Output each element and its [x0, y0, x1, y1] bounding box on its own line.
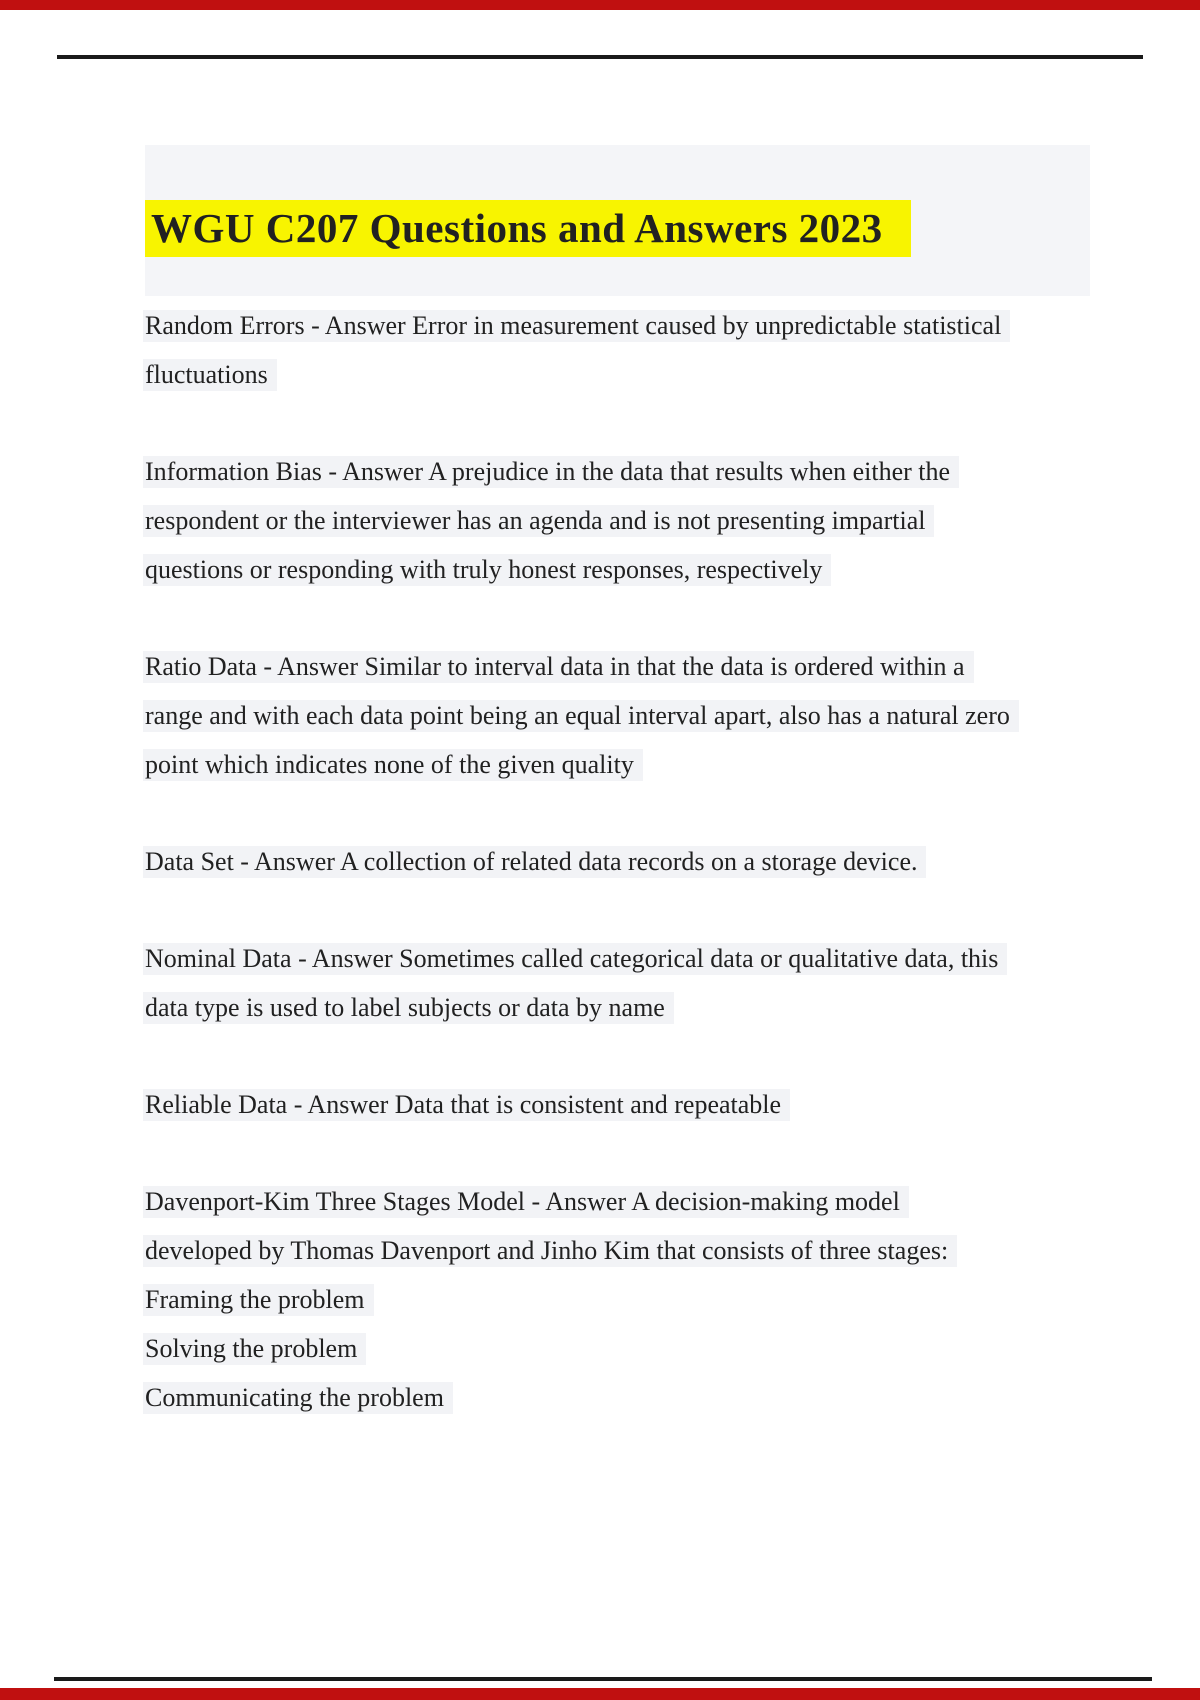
- qa-line: [145, 691, 1145, 740]
- page-bottom-red-bar: [0, 1688, 1200, 1700]
- qa-line: [145, 350, 1145, 399]
- qa-line: [145, 1177, 1145, 1226]
- qa-line: [145, 545, 1145, 594]
- qa-line: [145, 1373, 1145, 1422]
- title-block: [145, 145, 1090, 296]
- qa-paragraph: [145, 934, 1145, 1032]
- qa-line: [145, 1226, 1145, 1275]
- qa-line-text: Solving the problem: [143, 1333, 366, 1365]
- qa-line-text: Nominal Data - Answer Sometimes called categorical data or qualitative data, this: [143, 943, 1007, 975]
- qa-paragraph: [145, 837, 1145, 886]
- qa-line-text: Framing the problem: [143, 1284, 374, 1316]
- qa-line-text: Davenport-Kim Three Stages Model - Answer A decision-making model: [143, 1186, 909, 1218]
- qa-line: [145, 642, 1145, 691]
- qa-line-text: Communicating the problem: [143, 1382, 453, 1414]
- qa-line: [145, 837, 1145, 886]
- qa-list: [145, 301, 1145, 1422]
- document-title: [145, 200, 911, 257]
- qa-line-text: Ratio Data - Answer Similar to interval data in that the data is ordered within a: [143, 651, 974, 683]
- qa-line-text: Data Set - Answer A collection of related data records on a storage device.: [143, 846, 926, 878]
- qa-line-text: data type is used to label subjects or data by name: [143, 992, 674, 1024]
- qa-line-text: questions or responding with truly honest responses, respectively: [143, 554, 831, 586]
- qa-line-text: respondent or the interviewer has an agenda and is not presenting impartial: [143, 505, 934, 537]
- qa-paragraph: [145, 301, 1145, 399]
- qa-line-text: Information Bias - Answer A prejudice in the data that results when either the: [143, 456, 959, 488]
- qa-paragraph: [145, 642, 1145, 789]
- qa-paragraph: [145, 1177, 1145, 1422]
- qa-line-text: point which indicates none of the given quality: [143, 749, 643, 781]
- qa-line: [145, 447, 1145, 496]
- qa-line-text: Random Errors - Answer Error in measurement caused by unpredictable statistical: [143, 310, 1010, 342]
- qa-line: [145, 1324, 1145, 1373]
- qa-line-text: range and with each data point being an equal interval apart, also has a natural zero: [143, 700, 1019, 732]
- qa-line: [145, 983, 1145, 1032]
- title-highlight-text: WGU C207 Questions and Answers 2023: [145, 200, 911, 257]
- qa-paragraph: [145, 1080, 1145, 1129]
- qa-line: [145, 740, 1145, 789]
- qa-line: [145, 934, 1145, 983]
- qa-line-text: Reliable Data - Answer Data that is consistent and repeatable: [143, 1089, 790, 1121]
- top-horizontal-rule: [57, 55, 1143, 59]
- qa-line: [145, 1275, 1145, 1324]
- page-top-red-bar: [0, 0, 1200, 10]
- qa-line: [145, 1080, 1145, 1129]
- qa-paragraph: [145, 447, 1145, 594]
- qa-line: [145, 301, 1145, 350]
- qa-line-text: developed by Thomas Davenport and Jinho Kim that consists of three stages:: [143, 1235, 957, 1267]
- qa-line: [145, 496, 1145, 545]
- bottom-horizontal-rule: [54, 1677, 1152, 1681]
- qa-line-text: fluctuations: [143, 359, 277, 391]
